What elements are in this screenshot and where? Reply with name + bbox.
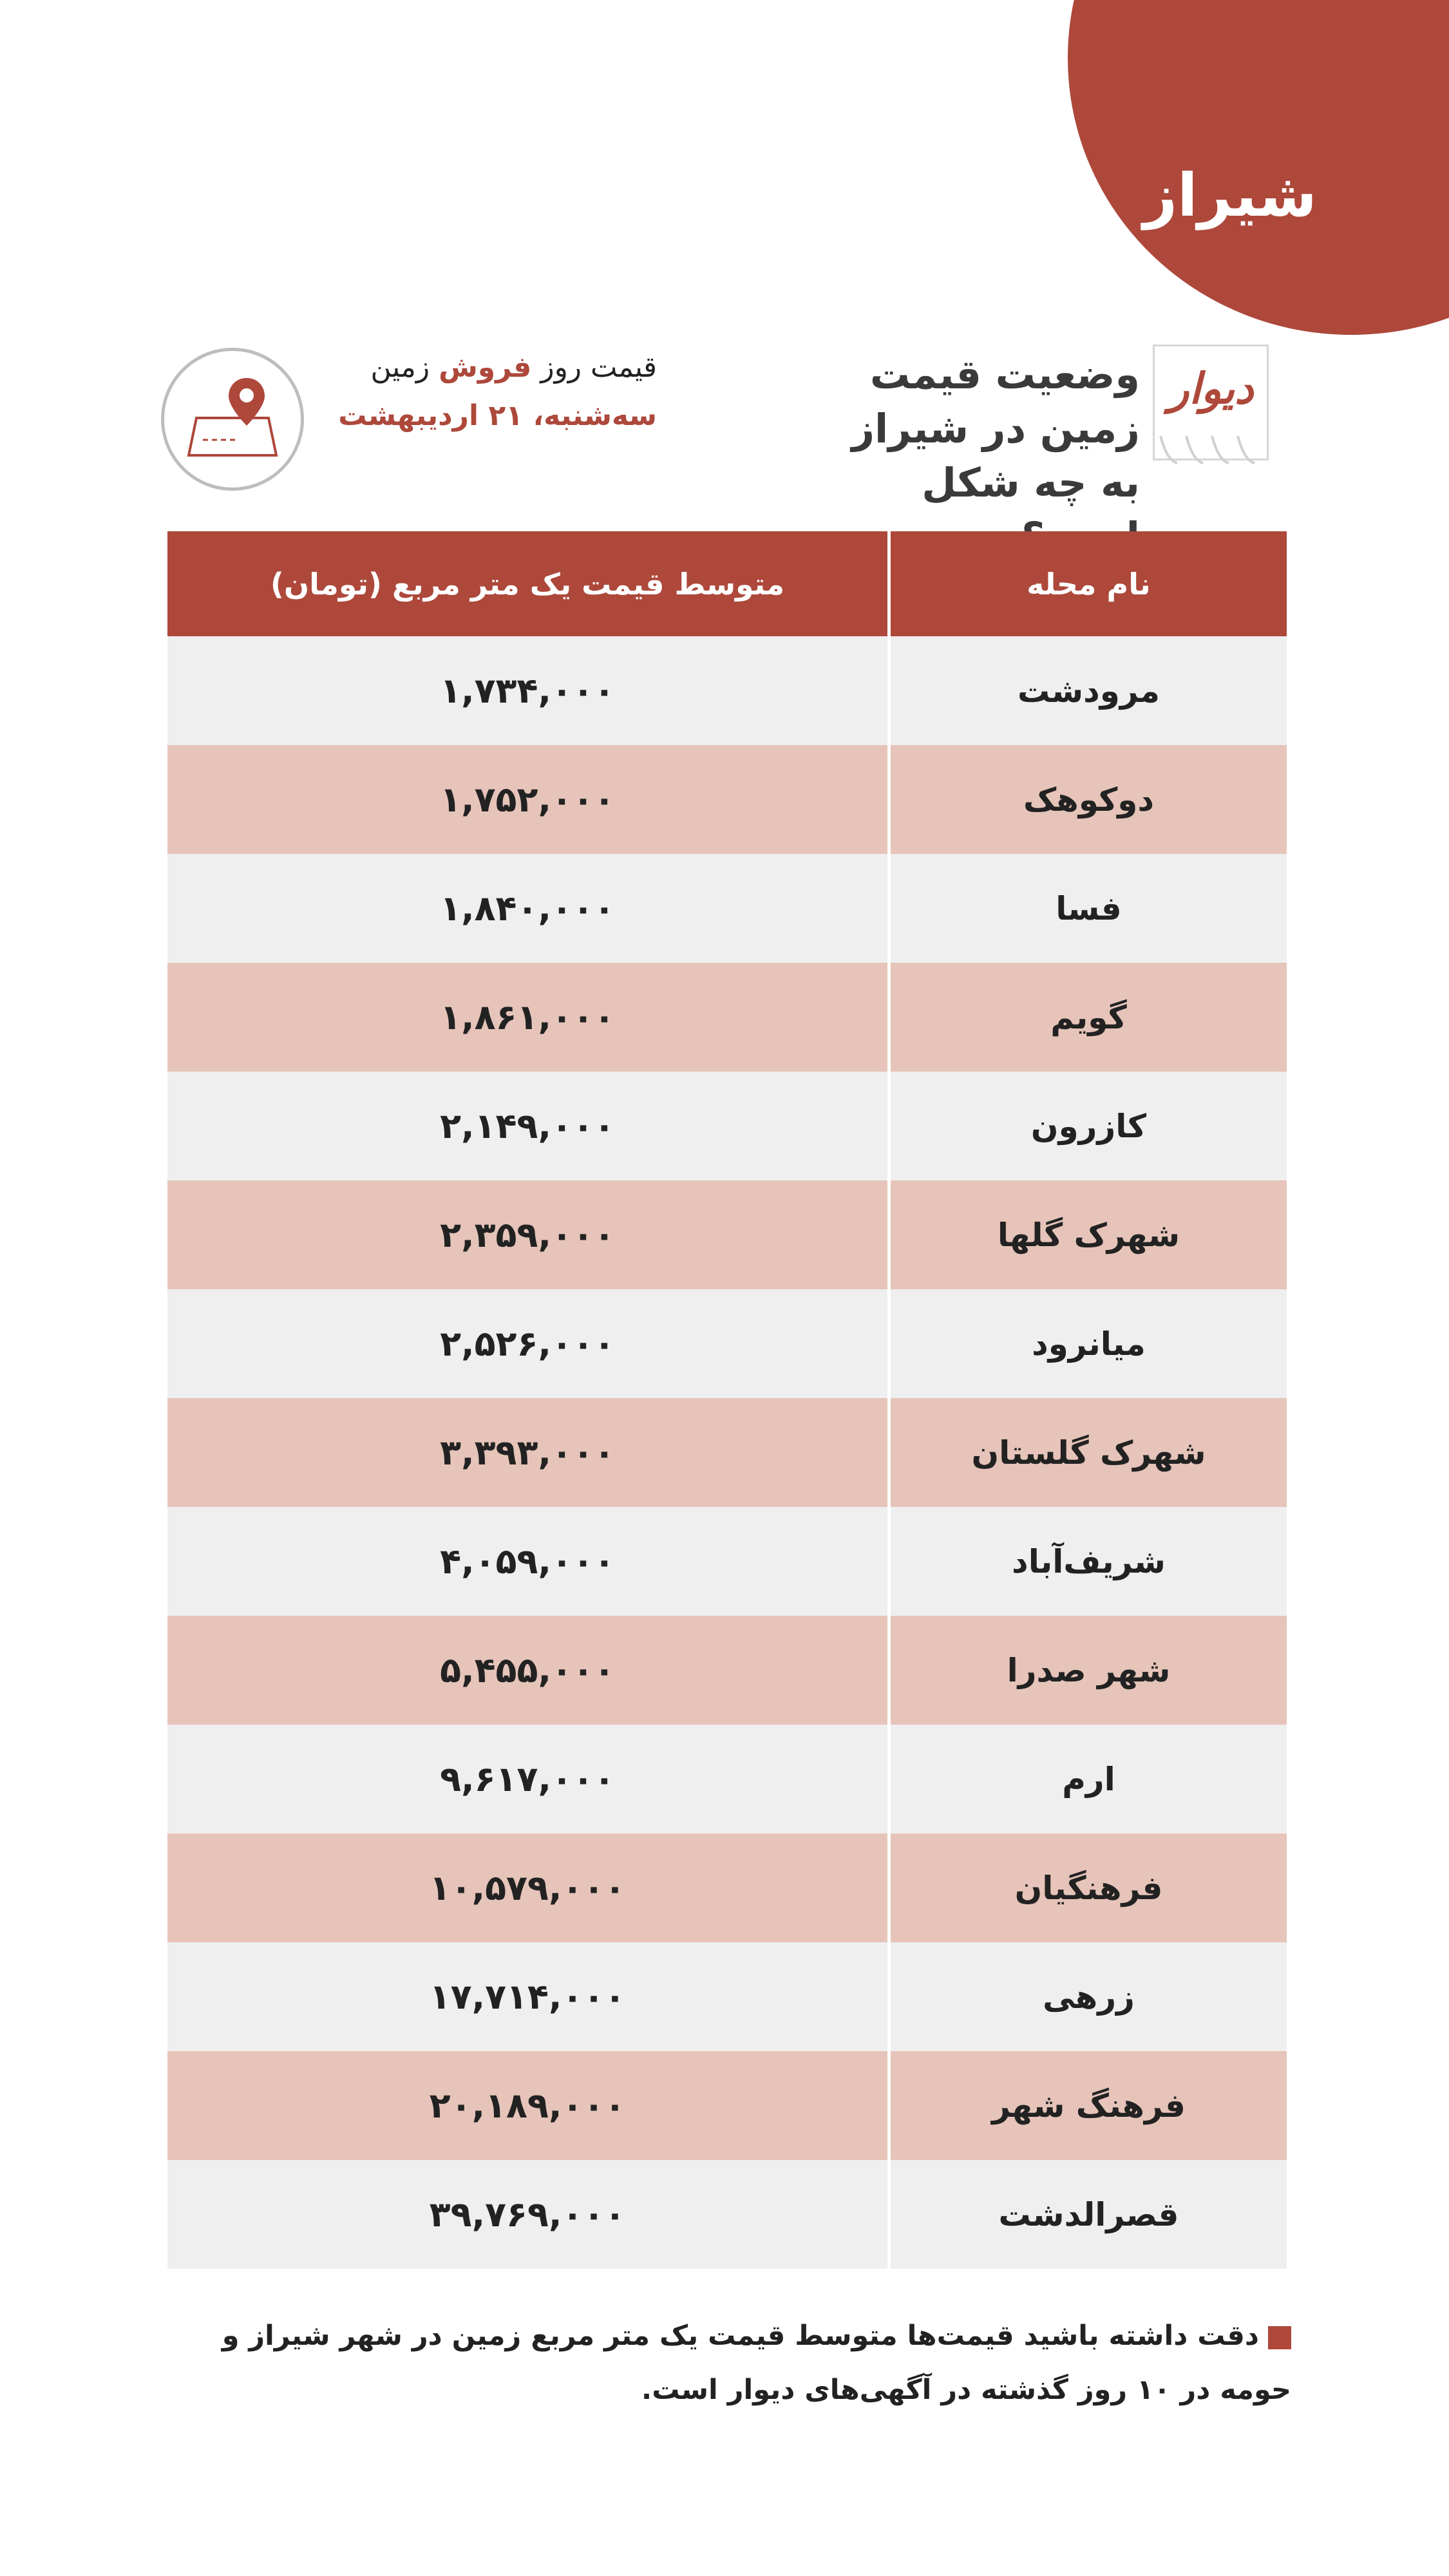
neighborhood-cell: کازرون bbox=[1030, 1107, 1147, 1145]
logo-curls-decoration bbox=[1154, 435, 1276, 467]
price-cell: ۱۰,۵۷۹,۰۰۰ bbox=[429, 1868, 626, 1908]
price-label: قیمت روز فروش زمین bbox=[370, 351, 657, 384]
price-cell: ۳,۳۹۳,۰۰۰ bbox=[440, 1432, 615, 1473]
map-pin-icon bbox=[161, 348, 304, 491]
bullet-square-icon bbox=[1268, 2326, 1291, 2349]
price-cell: ۱,۷۳۴,۰۰۰ bbox=[440, 670, 615, 711]
date-label: سه‌شنبه، ۲۱ اردیبهشت bbox=[338, 399, 657, 432]
city-title: شیراز bbox=[1143, 161, 1317, 230]
price-cell: ۵,۴۵۵,۰۰۰ bbox=[440, 1650, 615, 1690]
table-row bbox=[167, 1507, 1287, 1616]
table-row bbox=[167, 1616, 1287, 1725]
table-row bbox=[167, 2160, 1287, 2269]
neighborhood-cell: دوکوهک bbox=[1023, 781, 1155, 819]
table-row bbox=[167, 1942, 1287, 2051]
table-row bbox=[167, 1833, 1287, 1942]
table-row bbox=[167, 854, 1287, 963]
table-row bbox=[167, 745, 1287, 854]
divar-logo bbox=[1153, 345, 1282, 467]
neighborhood-cell: زرهی bbox=[1043, 1978, 1135, 2016]
neighborhood-cell: گویم bbox=[1050, 998, 1127, 1036]
price-cell: ۹,۶۱۷,۰۰۰ bbox=[440, 1759, 615, 1799]
table-row bbox=[167, 2051, 1287, 2160]
header-price: متوسط قیمت یک متر مربع (تومان) bbox=[270, 566, 785, 601]
neighborhood-cell: ارم bbox=[1062, 1760, 1115, 1798]
price-cell: ۲,۱۴۹,۰۰۰ bbox=[440, 1106, 615, 1146]
price-cell: ۱۷,۷۱۴,۰۰۰ bbox=[429, 1976, 626, 2017]
neighborhood-cell: شریف‌آباد bbox=[1012, 1542, 1166, 1580]
table-row bbox=[167, 1289, 1287, 1398]
neighborhood-cell: میانرود bbox=[1032, 1325, 1146, 1363]
neighborhood-cell: مرودشت bbox=[1018, 672, 1160, 710]
table-row bbox=[167, 1180, 1287, 1289]
price-cell: ۱,۷۵۲,۰۰۰ bbox=[440, 779, 615, 820]
price-cell: ۲۰,۱۸۹,۰۰۰ bbox=[429, 2085, 626, 2126]
neighborhood-cell: قصرالدشت bbox=[998, 2195, 1179, 2233]
neighborhood-cell: شهرک گلستان bbox=[971, 1434, 1206, 1472]
neighborhood-cell: فرهنگیان bbox=[1014, 1869, 1163, 1907]
price-cell: ۲,۵۲۶,۰۰۰ bbox=[440, 1323, 615, 1364]
neighborhood-cell: شهر صدرا bbox=[1007, 1651, 1171, 1689]
table-row bbox=[167, 1398, 1287, 1507]
neighborhood-cell: فرهنگ شهر bbox=[992, 2087, 1186, 2125]
table-header bbox=[167, 531, 1287, 636]
footnote-text: دقت داشته باشید قیمت‌ها متوسط قیمت یک متر مربع زمین در شهر شیراز و حومه در ۱۰ روز گذشته در آگهی‌های دیوار است. bbox=[222, 2320, 1291, 2406]
price-cell: ۱,۸۶۱,۰۰۰ bbox=[440, 997, 615, 1037]
footnote bbox=[213, 2309, 1291, 2417]
header-neighborhood: نام محله bbox=[1027, 566, 1151, 601]
table-row bbox=[167, 636, 1287, 745]
price-cell: ۴,۰۵۹,۰۰۰ bbox=[440, 1541, 615, 1582]
price-cell: ۱,۸۴۰,۰۰۰ bbox=[440, 888, 615, 929]
price-cell: ۳۹,۷۶۹,۰۰۰ bbox=[429, 2194, 626, 2235]
price-cell: ۲,۳۵۹,۰۰۰ bbox=[440, 1215, 615, 1255]
headline: وضعیت قیمت زمین در شیراز به چه شکل bbox=[851, 351, 1140, 506]
table-row bbox=[167, 963, 1287, 1072]
price-table bbox=[167, 531, 1287, 2269]
table-row bbox=[167, 1072, 1287, 1180]
table-row bbox=[167, 1725, 1287, 1833]
logo-text: دیوار bbox=[1168, 364, 1254, 413]
neighborhood-cell: فسا bbox=[1056, 889, 1122, 927]
neighborhood-cell: شهرک گلها bbox=[997, 1216, 1180, 1254]
